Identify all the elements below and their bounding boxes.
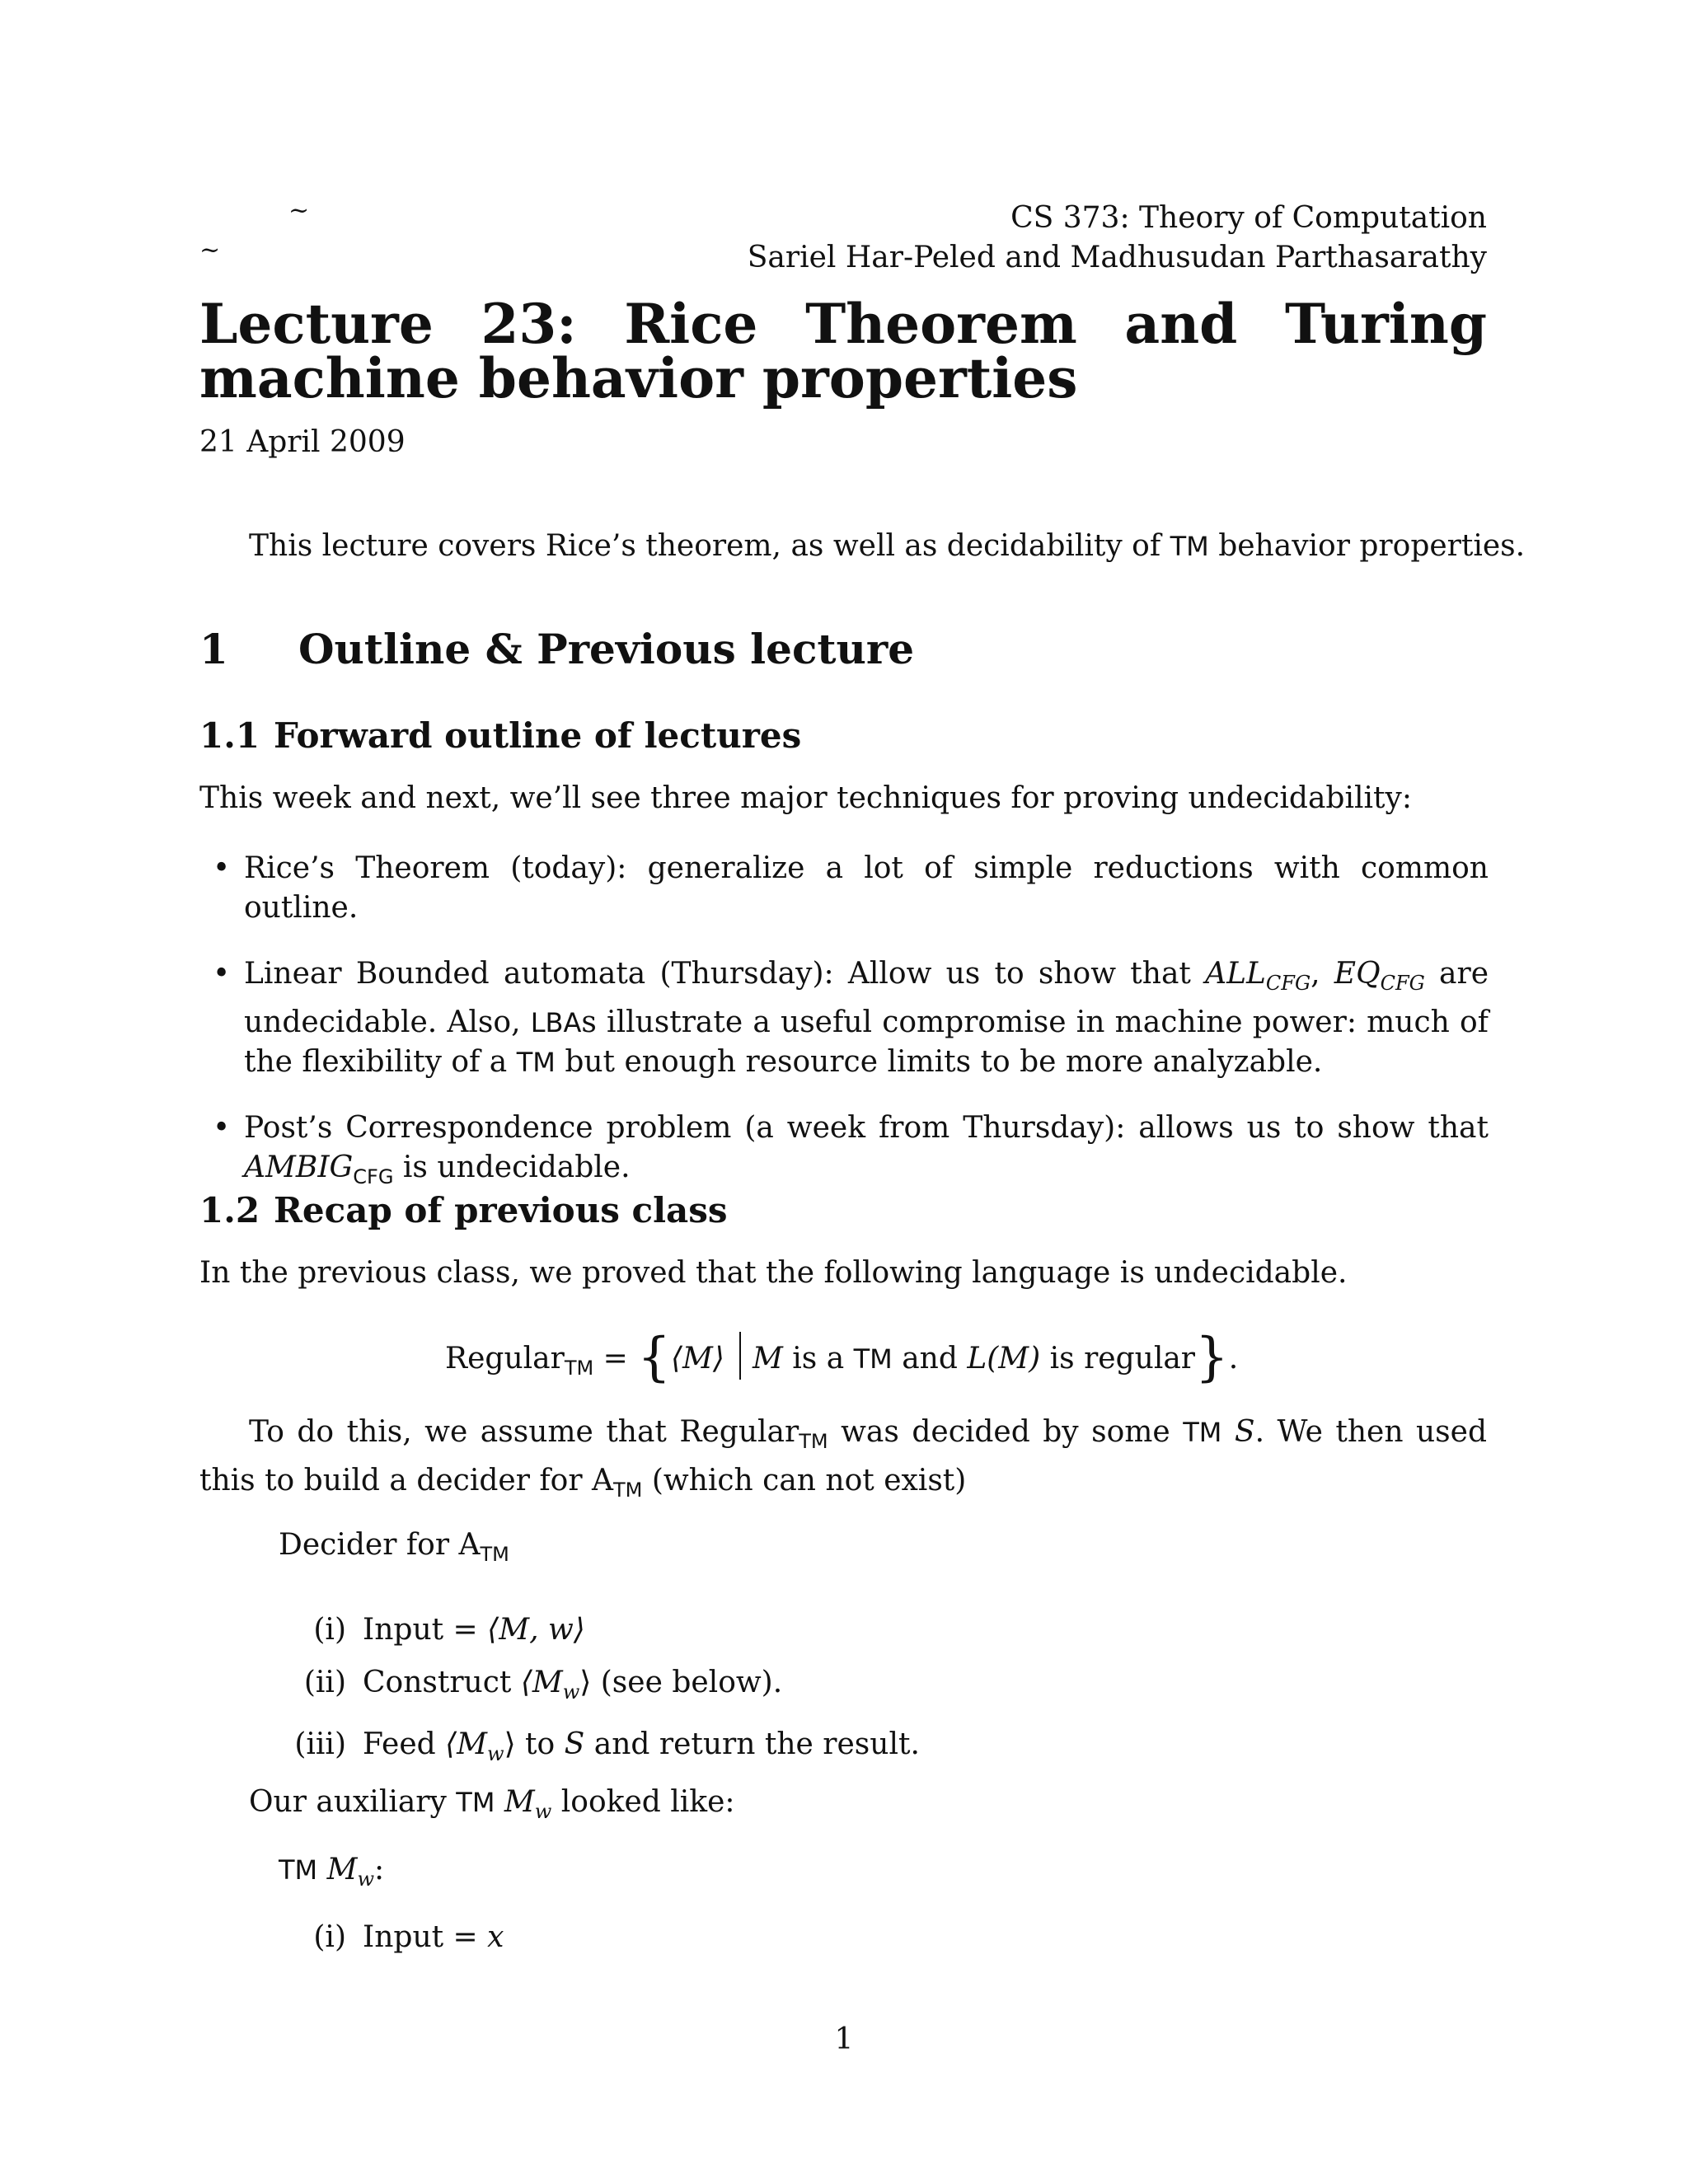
bullet-icon: • xyxy=(213,957,231,991)
display-equation: Regular$_{TM}$ = {⟨M⟩ M is a TM and L(M) is regular}. xyxy=(445,1327,1239,1388)
set-separator-bar xyxy=(739,1332,741,1380)
decider-steps xyxy=(279,1604,920,1780)
tm-heading: TM $M_w$: xyxy=(279,1853,385,1891)
paragraph: Our auxiliary TM $M_w$ looked like: xyxy=(249,1785,735,1823)
paragraph: To do this, we assume that Regular$_{TM}$ was decided by some TM S. We then used this to build a decider for $A_{TM}$ (which can not exist) xyxy=(199,1415,1488,1502)
lecture-date: 21 April 2009 xyxy=(199,425,406,459)
paragraph: This week and next, we’ll see three major techniques for proving undecidability: xyxy=(199,781,1412,815)
list-item: (iii) Feed $⟨M_w⟩$ to S and return the result. xyxy=(294,1727,920,1765)
abstract: This lecture covers Rice’s theorem, as well as decidability of TM behavior properties. xyxy=(249,529,1526,563)
authors: Sariel Har-Peled and Madhusudan Parthasarathy xyxy=(747,241,1487,274)
tilde-mark: ~ xyxy=(288,196,310,225)
list-item: • Rice’s Theorem (today): generalize a lot of simple reductions with common outline. xyxy=(244,849,1489,928)
tilde-mark: ~ xyxy=(199,236,221,265)
list-item: • Linear Bounded automata (Thursday): Allow us to show that $ALL_{CFG}$, $EQ_{CFG}$ are undecidable. Also, LBAs illustrate a useful compromise in machine power: much of the flexibility of a TM but enough resource limits to be more analyzable. xyxy=(244,954,1489,1082)
course-name: CS 373: Theory of Computation xyxy=(1010,201,1487,235)
subsection-heading: 1.2 Recap of previous class xyxy=(199,1190,728,1230)
list-item: (ii) Construct $⟨M_w⟩$ (see below). xyxy=(303,1666,783,1704)
bullet-list xyxy=(213,849,1489,1223)
page-number: 1 xyxy=(834,2022,854,2056)
list-item: (i) Input = x xyxy=(313,1920,504,1954)
bullet-icon: • xyxy=(213,1111,231,1145)
tm-term: TM xyxy=(1170,531,1209,562)
tm-steps xyxy=(279,1920,504,1954)
decider-heading: Decider for $A_{TM}$ xyxy=(279,1528,509,1566)
list-item: (i) Input = ⟨M, w⟩ xyxy=(313,1613,585,1647)
bullet-icon: • xyxy=(213,851,231,885)
list-item: • Post’s Correspondence problem (a week from Thursday): allows us to show that $AMBIG_{CFG}$ is undecidable. xyxy=(244,1108,1489,1197)
lecture-title: Lecture 23: Rice Theorem and Turing machine behavior properties xyxy=(199,292,1487,410)
section-heading: 1 Outline & Previous lecture xyxy=(199,625,915,673)
subsection-heading: 1.1 Forward outline of lectures xyxy=(199,715,802,756)
paragraph: In the previous class, we proved that the following language is undecidable. xyxy=(199,1256,1348,1290)
